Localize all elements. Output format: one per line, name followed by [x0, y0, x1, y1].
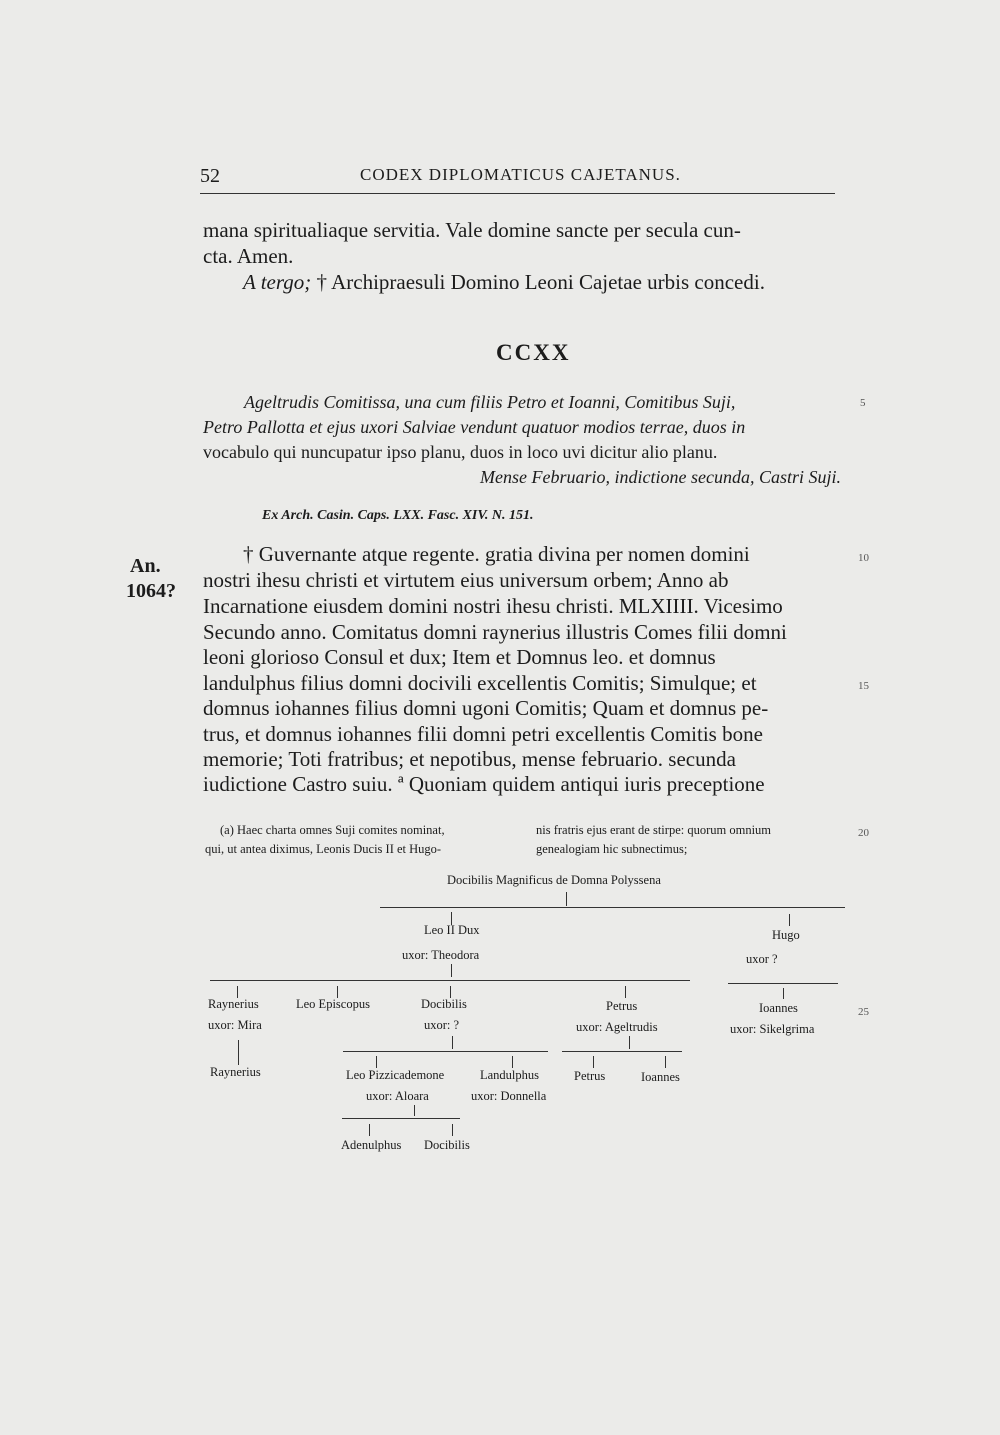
- tergo-line: [243, 270, 765, 295]
- tree-line: [210, 980, 690, 981]
- tree-leo-pizzicademone-wife: uxor: Aloara: [366, 1089, 429, 1103]
- charter-line-4: Secundo anno. Comitatus domni raynerius illustris Comes filii domni: [203, 620, 787, 644]
- tree-line: [665, 1056, 666, 1068]
- tree-ioannes: Ioannes: [759, 1001, 798, 1015]
- tree-line: [369, 1124, 370, 1136]
- tree-leo-pizzicademone: Leo Pizzicademone: [346, 1068, 445, 1082]
- tree-line: [512, 1056, 513, 1068]
- tree-line: [566, 892, 567, 906]
- tree-leo-ii-wife: uxor: Theodora: [402, 948, 480, 962]
- running-title: CODEX DIPLOMATICUS CAJETANUS.: [360, 165, 681, 184]
- footnote-left-1: (a) Haec charta omnes Suji comites nominat,: [220, 823, 445, 837]
- charter-number: CCXX: [496, 340, 571, 365]
- tree-line: [629, 1036, 630, 1049]
- tree-line: [728, 983, 838, 984]
- tree-docibilis-wife: uxor: ?: [424, 1018, 460, 1032]
- summary-line-2: Petro Pallotta et ejus uxori Salviae vendunt quatuor modios terrae, duos in: [203, 417, 746, 437]
- footnote-left-2: qui, ut antea diximus, Leonis Ducis II et Hugo-: [205, 842, 442, 856]
- tree-landulphus-wife: uxor: Donnella: [471, 1089, 547, 1103]
- tree-docibilis: Docibilis: [421, 997, 467, 1011]
- tree-leo-episcopus: Leo Episcopus: [296, 997, 370, 1011]
- charter-line-10: iudictione Castro suiu. ª Quoniam quidem antiqui iuris preceptione: [203, 772, 765, 796]
- footnote-right-2: genealogiam hic subnectimus;: [536, 842, 688, 856]
- line-number-25: 25: [858, 1006, 869, 1018]
- tree-docibilis-son: Docibilis: [424, 1138, 470, 1152]
- tree-line: [562, 1051, 682, 1052]
- line-number-20: 20: [858, 827, 869, 839]
- tree-line: [343, 1051, 548, 1052]
- tree-ioannes-son: Ioannes: [641, 1070, 680, 1084]
- tree-landulphus: Landulphus: [480, 1068, 540, 1082]
- tree-ioannes-wife: uxor: Sikelgrima: [730, 1022, 815, 1036]
- opening-line-2: cta. Amen.: [203, 244, 294, 268]
- tree-line: [452, 1124, 453, 1136]
- year-label-year: 1064?: [126, 580, 176, 602]
- charter-line-8: trus, et domnus iohannes filii domni petri excellentis Comitis bone: [203, 722, 763, 746]
- opening-line-1: mana spiritualiaque servitia. Vale domine sancte per secula cun-: [203, 218, 741, 242]
- charter-line-1: † Guvernante atque regente. gratia divina per nomen domini: [243, 542, 750, 566]
- page-number: 52: [200, 165, 220, 187]
- line-number-10: 10: [858, 552, 869, 564]
- tree-line: [593, 1056, 594, 1068]
- tree-leo-ii: Leo II Dux: [424, 923, 480, 937]
- year-label-an: An.: [130, 555, 161, 577]
- charter-line-9: memorie; Toti fratribus; et nepotibus, mense februario. secunda: [203, 747, 736, 771]
- tergo-text: † Archipraesuli Domino Leoni Cajetae urbis concedi.: [316, 270, 765, 294]
- header-rule: [200, 193, 835, 194]
- line-number-5: 5: [860, 397, 866, 409]
- tree-line: [376, 1056, 377, 1068]
- charter-line-2: nostri ihesu christi et virtutem eius universum orbem; Anno ab: [203, 568, 729, 592]
- tree-adenulphus: Adenulphus: [341, 1138, 402, 1152]
- charter-line-5: leoni glorioso Consul et dux; Item et Domnus leo. et domnus: [203, 645, 716, 669]
- tree-raynerius-wife: uxor: Mira: [208, 1018, 262, 1032]
- summary-line-1: Ageltrudis Comitissa, una cum filiis Petro et Ioanni, Comitibus Suji,: [244, 392, 736, 412]
- tree-line: [451, 964, 452, 977]
- tree-root: Docibilis Magnificus de Domna Polyssena: [447, 873, 661, 887]
- tergo-label: A tergo;: [243, 270, 312, 294]
- tree-line: [342, 1118, 460, 1119]
- date-line: Mense Februario, indictione secunda, Castri Suji.: [480, 467, 841, 487]
- tree-petrus: Petrus: [606, 999, 638, 1013]
- line-number-15: 15: [858, 680, 869, 692]
- charter-line-3: Incarnatione eiusdem domini nostri ihesu christi. MLXIIII. Vicesimo: [203, 594, 783, 618]
- tree-raynerius-son: Raynerius: [210, 1065, 261, 1079]
- footnote-right-1: nis fratris ejus erant de stirpe: quorum omnium: [536, 823, 772, 837]
- tree-line: [414, 1105, 415, 1116]
- tree-line: [380, 907, 845, 908]
- charter-line-7: domnus iohannes filius domni ugoni Comitis; Quam et domnus pe-: [203, 696, 769, 720]
- tree-hugo: Hugo: [772, 928, 800, 942]
- tree-hugo-wife: uxor ?: [746, 952, 778, 966]
- tree-line: [625, 986, 626, 998]
- source-reference: Ex Arch. Casin. Caps. LXX. Fasc. XIV. N. 151.: [262, 508, 534, 523]
- tree-line: [238, 1040, 239, 1065]
- tree-line: [783, 988, 784, 999]
- tree-petrus-son: Petrus: [574, 1069, 606, 1083]
- summary-line-3: vocabulo qui nuncupatur ipso planu, duos in loco uvi dicitur alio planu.: [203, 442, 718, 462]
- charter-line-6: landulphus filius domni docivili excellentis Comitis; Simulque; et: [203, 671, 757, 695]
- tree-line: [789, 914, 790, 926]
- tree-raynerius: Raynerius: [208, 997, 259, 1011]
- tree-petrus-wife: uxor: Ageltrudis: [576, 1020, 658, 1034]
- tree-line: [452, 1036, 453, 1049]
